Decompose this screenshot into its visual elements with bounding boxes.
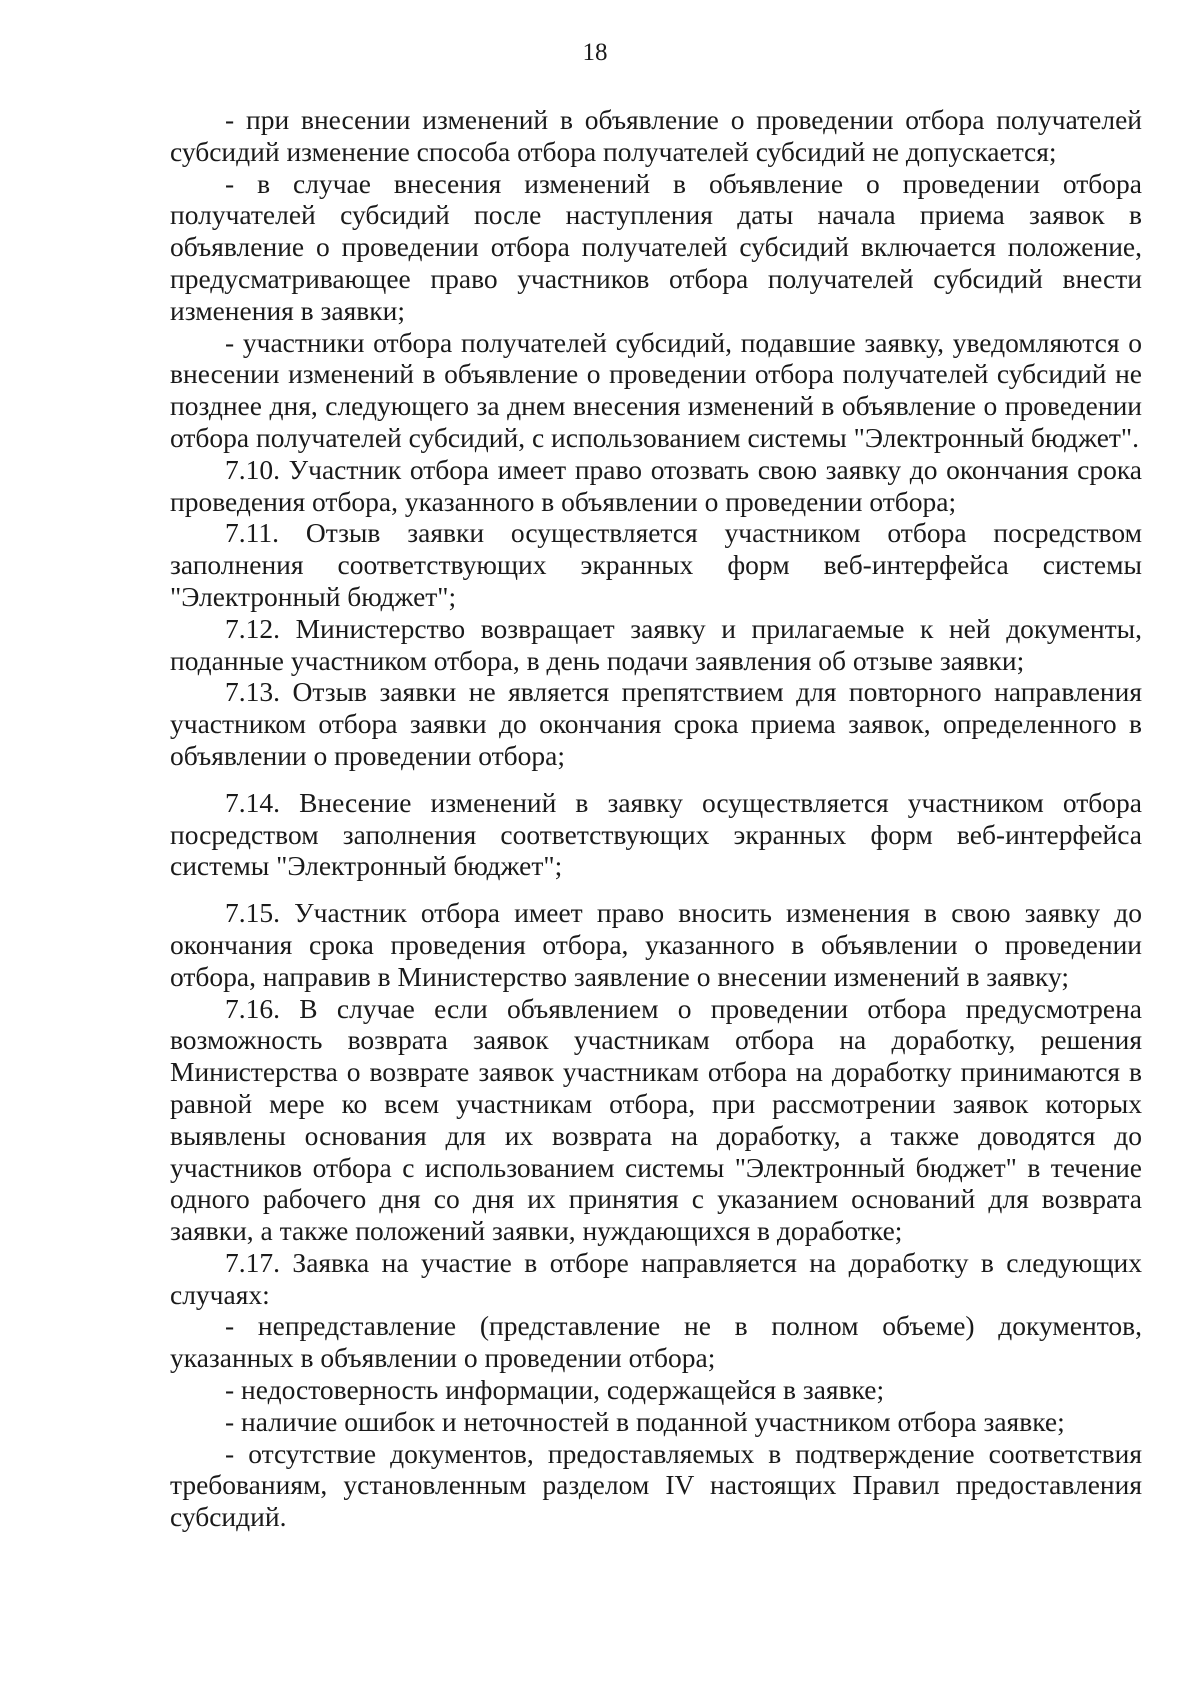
- list-item-unreliable-information: - недостоверность информации, содержащейся в заявке;: [225, 1374, 885, 1406]
- paragraph-7-10: 7.10. Участник отбора имеет право отозвать свою заявку до окончания срока проведения отбора, указанного в объявлении о проведении отбора;: [170, 453, 1142, 517]
- paragraph-participant-notification: - участники отбора получателей субсидий, подавшие заявку, уведомляются о внесении изменений в объявление о проведении отбора получателей субсидий не позднее дня, следующего за днем внесения изменений в объявление о проведении отбора получателей субсидий, с использованием системы "Электронный бюджет".: [170, 326, 1142, 453]
- paragraph-7-12: 7.12. Министерство возвращает заявку и прилагаемые к ней документы, поданные участником отбора, в день подачи заявления об отзыве заявки;: [170, 612, 1142, 676]
- paragraph-7-15: 7.15. Участник отбора имеет право вносить изменения в свою заявку до окончания срока проведения отбора, указанного в объявлении о проведении отбора, направив в Министерство заявление о внесении изменений в заявку;: [170, 897, 1142, 992]
- list-item-missing-documents: - отсутствие документов, предоставляемых в подтверждение соответствия требованиям, установленным разделом IV настоящих Правил предоставления субсидий.: [170, 1437, 1142, 1533]
- page-number: 18: [582, 39, 608, 66]
- list-item-incomplete-documents: - непредставление (представление не в полном объеме) документов, указанных в объявлении о проведении отбора;: [170, 1310, 1142, 1374]
- document-body: [170, 104, 1142, 1533]
- paragraph-7-13: 7.13. Отзыв заявки не является препятствием для повторного направления участником отбора заявки до окончания срока приема заявок, определенного в объявлении о проведении отбора;: [170, 676, 1142, 771]
- paragraph-amendment-method: - при внесении изменений в объявление о проведении отбора получателей субсидий изменение способа отбора получателей субсидий не допускается;: [170, 104, 1142, 167]
- paragraph-7-17: 7.17. Заявка на участие в отборе направляется на доработку в следующих случаях:: [170, 1246, 1142, 1310]
- paragraph-7-11: 7.11. Отзыв заявки осуществляется участником отбора посредством заполнения соответствующих экранных форм веб-интерфейса системы "Электронный бюджет";: [170, 517, 1142, 612]
- paragraph-7-14: 7.14. Внесение изменений в заявку осуществляется участником отбора посредством заполнения соответствующих экранных форм веб-интерфейса системы "Электронный бюджет";: [170, 786, 1142, 882]
- paragraph-7-16: 7.16. В случае если объявлением о проведении отбора предусмотрена возможность возврата заявок участникам отбора на доработку, решения Министерства о возврате заявок участникам отбора на доработку принимаются в равной мере ко всем участникам отбора, при рассмотрении заявок которых выявлены основания для их возврата на доработку, а также доводятся до участников отбора с использованием системы "Электронный бюджет" в течение одного рабочего дня со дня их принятия с указанием оснований для возврата заявки, а также положений заявки, нуждающихся в доработке;: [170, 992, 1142, 1247]
- list-item-errors: - наличие ошибок и неточностей в поданной участником отбора заявке;: [225, 1405, 1065, 1437]
- paragraph-amendment-after-start: - в случае внесения изменений в объявление о проведении отбора получателей субсидий после наступления даты начала приема заявок в объявление о проведении отбора получателей субсидий включается положение, предусматривающее право участников отбора получателей субсидий внести изменения в заявки;: [170, 167, 1142, 326]
